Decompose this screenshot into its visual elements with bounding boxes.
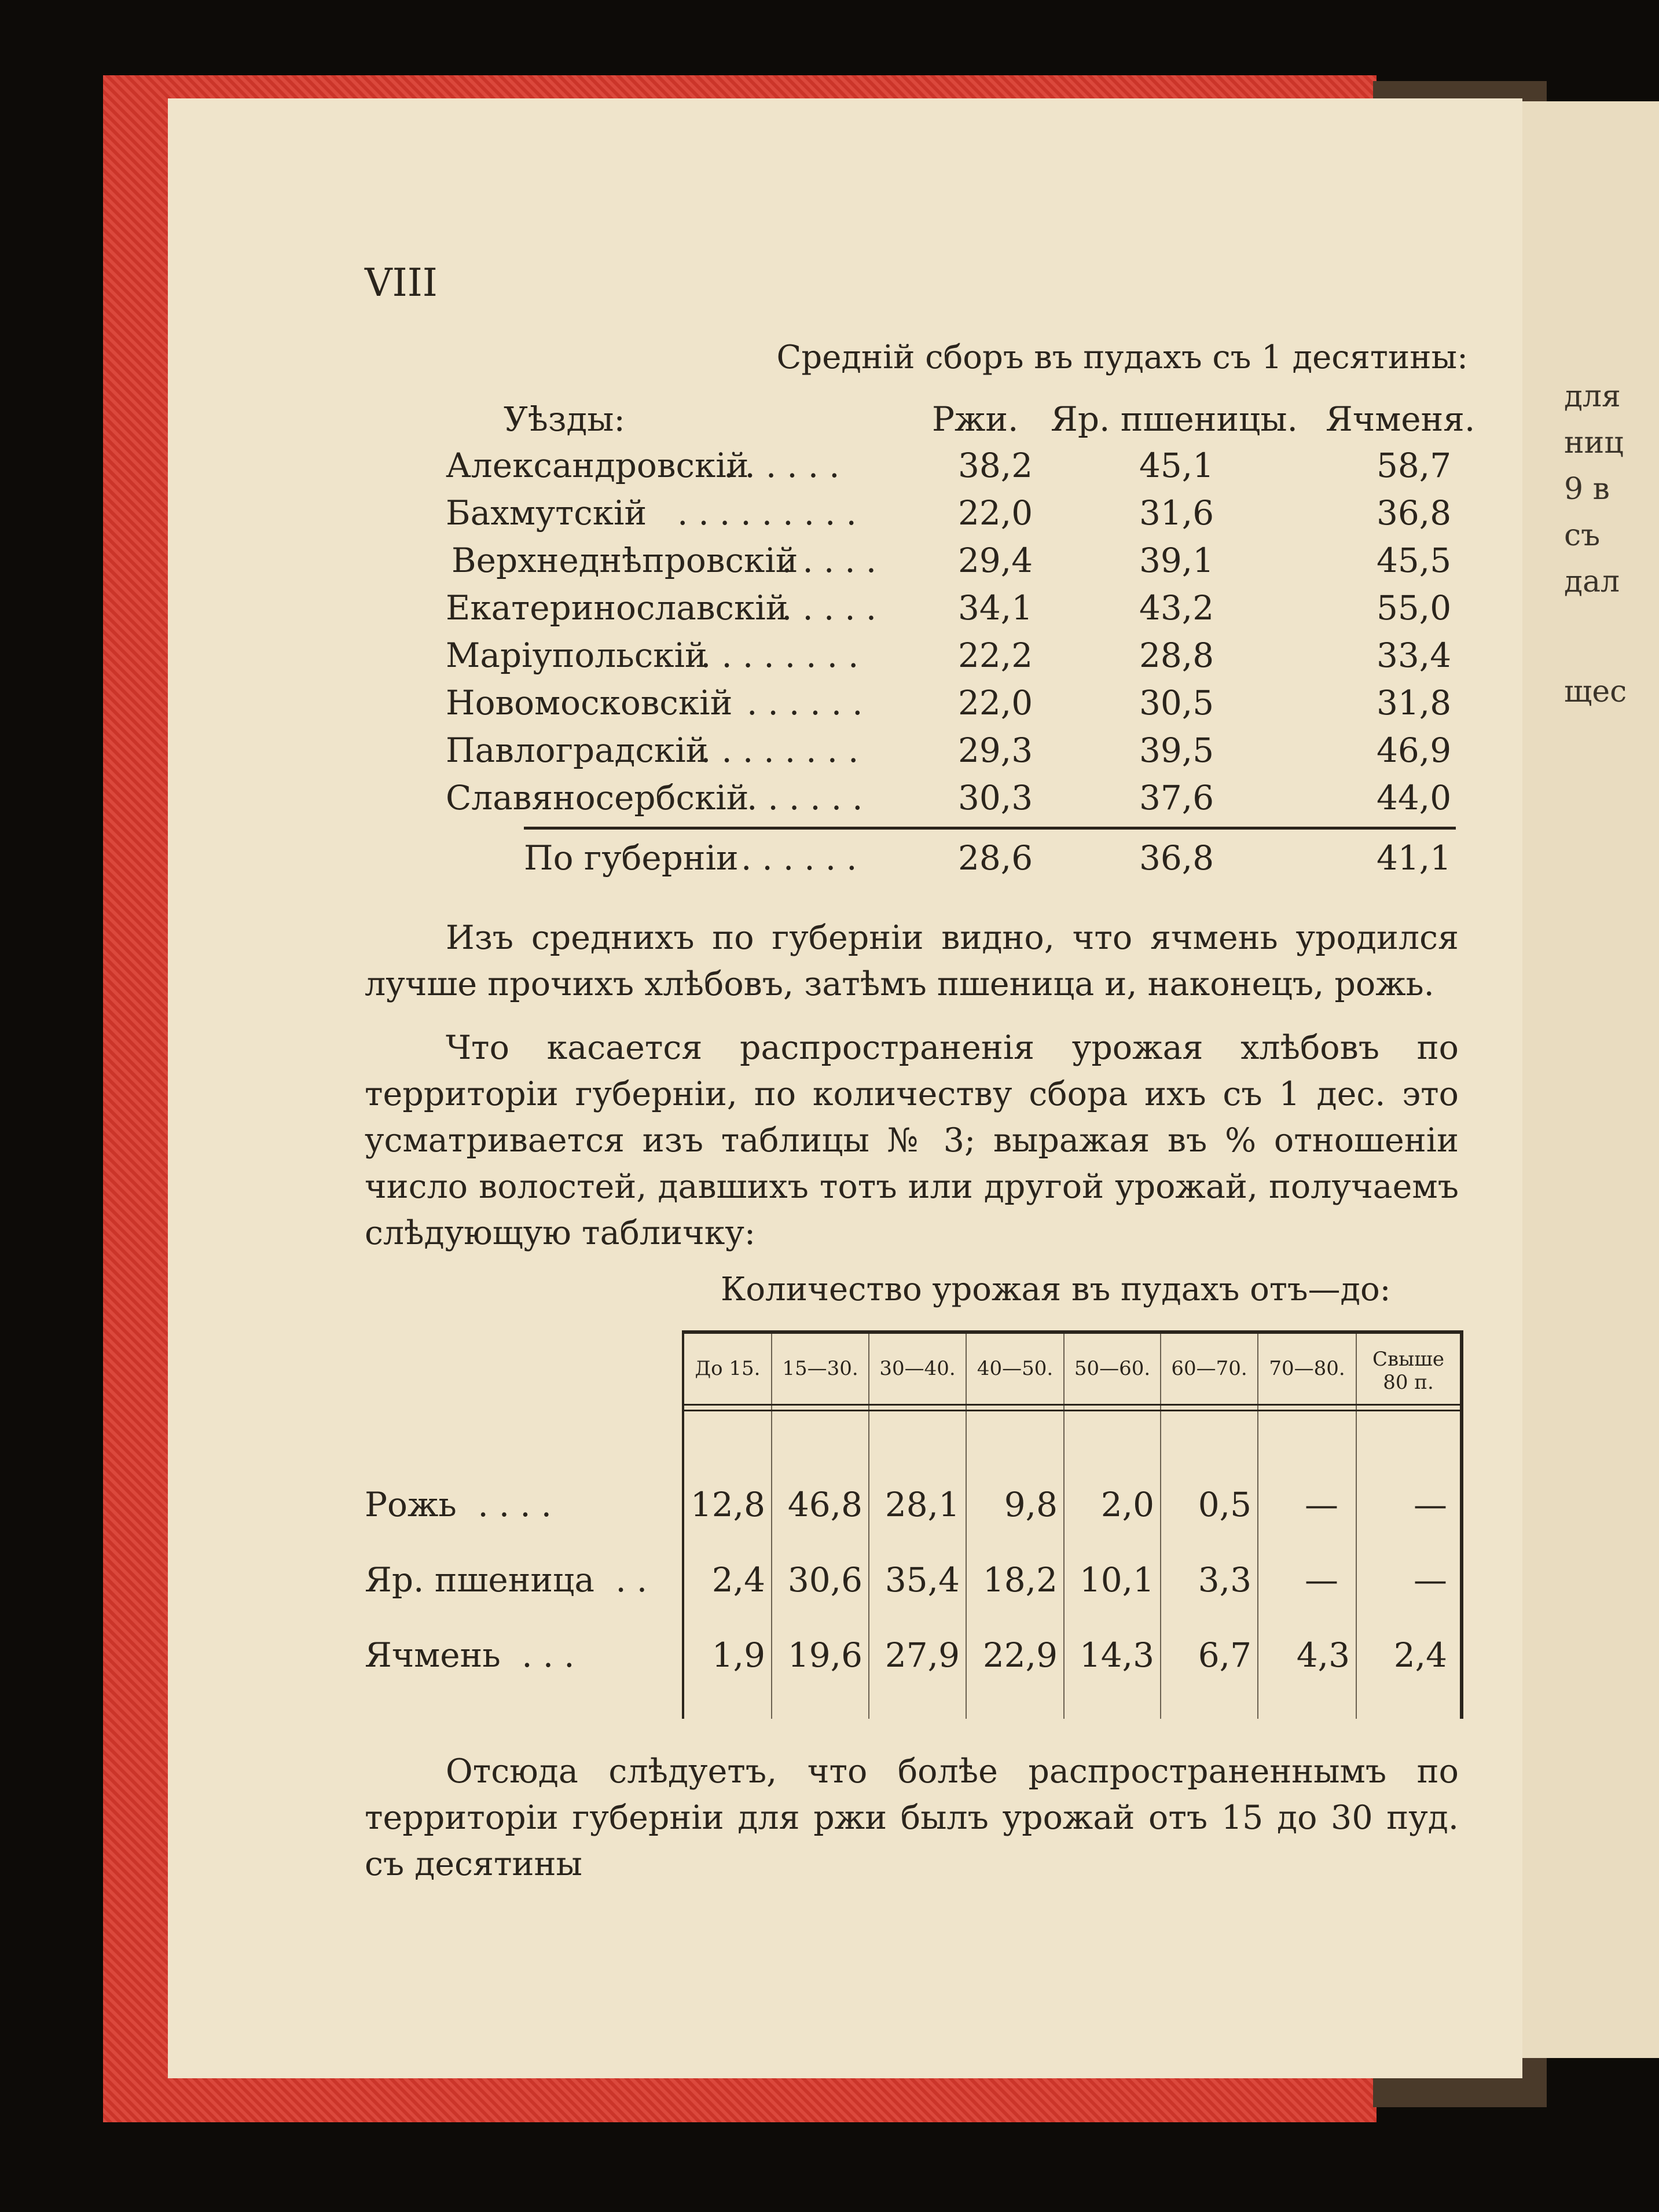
adjacent-text-fragment: съ — [1564, 518, 1601, 553]
barley-value: 45,5 — [1377, 541, 1452, 580]
district-name: Верхнеднѣпровскій — [452, 541, 798, 580]
adjacent-text-fragment: ниц — [1564, 425, 1624, 460]
range-value: — — [1414, 1485, 1447, 1524]
district-name: Новомосковскій — [446, 683, 733, 722]
row-label-barley — [365, 1635, 585, 1675]
range-value: 28,1 — [884, 1485, 960, 1524]
column-divider — [1257, 1334, 1258, 1719]
row-label-text: Ячмень — [365, 1635, 501, 1675]
district-name: Бахмутскій — [446, 493, 647, 533]
range-value: 2,0 — [1100, 1485, 1154, 1524]
range-value: 35,4 — [884, 1560, 960, 1600]
range-header: 15—30. — [782, 1357, 858, 1380]
row-label-text: Рожь — [365, 1485, 457, 1524]
wheat-value: 45,1 — [1139, 446, 1214, 485]
range-value: 2,4 — [1393, 1635, 1447, 1675]
col-header-barley: Ячменя. — [1326, 399, 1476, 439]
range-value: 3,3 — [1198, 1560, 1251, 1600]
leader-dots: ........ — [700, 636, 869, 675]
barley-value: 36,8 — [1377, 493, 1452, 533]
range-header: 40—50. — [977, 1357, 1054, 1380]
range-value: 18,2 — [982, 1560, 1058, 1600]
district-name: Маріупольскій — [446, 636, 707, 675]
adjacent-text-fragment: дал — [1564, 564, 1620, 599]
range-value: 9,8 — [1004, 1485, 1058, 1524]
col-header-rye: Ржи. — [932, 399, 1019, 439]
total-rule — [524, 827, 1456, 830]
range-value: 12,8 — [690, 1485, 765, 1524]
leader-dots: ......... — [677, 493, 867, 533]
range-value: — — [1305, 1485, 1338, 1524]
table2-title: Количество урожая въ пудахъ отъ—до: — [721, 1271, 1391, 1308]
district-name: Александровскій — [446, 446, 749, 485]
leader-dots: ...... — [724, 446, 850, 485]
table1-title: Средній сборъ въ пудахъ съ 1 десятины: — [776, 339, 1468, 376]
adjacent-page — [1517, 101, 1659, 2058]
wheat-value: 30,5 — [1139, 683, 1214, 722]
range-value: 10,1 — [1079, 1560, 1154, 1600]
district-name: Славяносербскій — [446, 778, 749, 817]
column-divider — [1063, 1334, 1065, 1719]
leader-dots: ... — [500, 1635, 585, 1675]
range-header: 50—60. — [1074, 1357, 1151, 1380]
column-divider — [771, 1334, 772, 1719]
range-header: 60—70. — [1171, 1357, 1247, 1380]
wheat-value: 43,2 — [1139, 588, 1214, 628]
row-label-rye — [365, 1485, 562, 1524]
range-header: До 15. — [695, 1357, 761, 1380]
range-value: 2,4 — [711, 1560, 765, 1600]
range-value: 46,8 — [787, 1485, 862, 1524]
range-value: 1,9 — [711, 1635, 765, 1675]
wheat-value: 31,6 — [1139, 493, 1214, 533]
column-divider — [868, 1334, 869, 1719]
range-header: Свыше 80 п. — [1372, 1348, 1444, 1394]
rye-value: 22,0 — [958, 683, 1033, 722]
leader-dots: ........ — [700, 731, 869, 770]
range-value: 30,6 — [787, 1560, 862, 1600]
barley-value: 31,8 — [1377, 683, 1452, 722]
rye-value: 22,0 — [958, 493, 1033, 533]
leader-dots: .. — [594, 1560, 658, 1600]
row-label-text: Яр. пшеница — [365, 1560, 594, 1600]
column-divider — [966, 1334, 967, 1719]
adjacent-text-fragment: 9 в — [1564, 472, 1610, 507]
rye-value: 38,2 — [958, 446, 1033, 485]
barley-value: 58,7 — [1377, 446, 1452, 485]
paragraph-2: Что касается распространенія урожая хлѣбовъ по территоріи губерніи, по количеству сбора ихъ съ 1 дес. это усматривается изъ таблицы № 3; выражая въ % отношеніи число волостей, давшихъ тотъ или другой урожай, получаемъ слѣдующую табличку: — [365, 1029, 1459, 1252]
rye-value: 29,4 — [958, 541, 1033, 580]
wheat-value: 37,6 — [1139, 778, 1214, 817]
total-barley: 41,1 — [1377, 838, 1452, 878]
range-value: — — [1305, 1560, 1338, 1600]
rye-value: 29,3 — [958, 731, 1033, 770]
total-wheat: 36,8 — [1139, 838, 1214, 878]
range-value: — — [1414, 1560, 1447, 1600]
header-rule — [682, 1410, 1461, 1411]
total-label: По губерніи — [524, 838, 739, 878]
col-header-district: Уѣзды: — [504, 399, 625, 439]
total-rye: 28,6 — [958, 838, 1033, 878]
barley-value: 33,4 — [1377, 636, 1452, 675]
header-rule — [682, 1404, 1461, 1406]
range-value: 0,5 — [1198, 1485, 1251, 1524]
range-value: 14,3 — [1079, 1635, 1154, 1675]
leader-dots: ..... — [781, 588, 887, 628]
range-value: 27,9 — [884, 1635, 960, 1675]
leader-dots: ..... — [781, 541, 887, 580]
district-name: Павлоградскій — [446, 731, 709, 770]
range-value: 6,7 — [1198, 1635, 1251, 1675]
wheat-value: 39,5 — [1139, 731, 1214, 770]
leader-dots: .... — [456, 1485, 563, 1524]
range-header: 30—40. — [879, 1357, 956, 1380]
rye-value: 30,3 — [958, 778, 1033, 817]
range-value: 4,3 — [1296, 1635, 1350, 1675]
col-header-wheat: Яр. пшеницы. — [1051, 399, 1298, 439]
barley-value: 44,0 — [1377, 778, 1452, 817]
range-value: 19,6 — [787, 1635, 862, 1675]
row-label-wheat — [365, 1560, 658, 1600]
paragraph-1: Изъ среднихъ по губерніи видно, что ячмень уродился лучше прочихъ хлѣбовъ, затѣмъ пшеница и, наконецъ, рожь. — [365, 919, 1459, 1003]
leader-dots: ...... — [741, 838, 868, 878]
adjacent-text-fragment: щес — [1564, 674, 1627, 709]
paragraph-3: Отсюда слѣдуетъ, что болѣе распространеннымъ по территоріи губерніи для ржи былъ урожай отъ 15 до 30 пуд. съ десятины — [365, 1752, 1459, 1883]
barley-value: 55,0 — [1377, 588, 1452, 628]
column-divider — [1160, 1334, 1161, 1719]
range-header: 70—80. — [1269, 1357, 1345, 1380]
wheat-value: 28,8 — [1139, 636, 1214, 675]
wheat-value: 39,1 — [1139, 541, 1214, 580]
rye-value: 22,2 — [958, 636, 1033, 675]
rye-value: 34,1 — [958, 588, 1033, 628]
page-number: VIII — [365, 261, 438, 305]
district-name: Екатеринославскій — [446, 588, 788, 628]
barley-value: 46,9 — [1377, 731, 1452, 770]
leader-dots: ...... — [747, 683, 873, 722]
range-value: 22,9 — [982, 1635, 1058, 1675]
adjacent-text-fragment: для — [1564, 379, 1621, 414]
leader-dots: ...... — [747, 778, 873, 817]
